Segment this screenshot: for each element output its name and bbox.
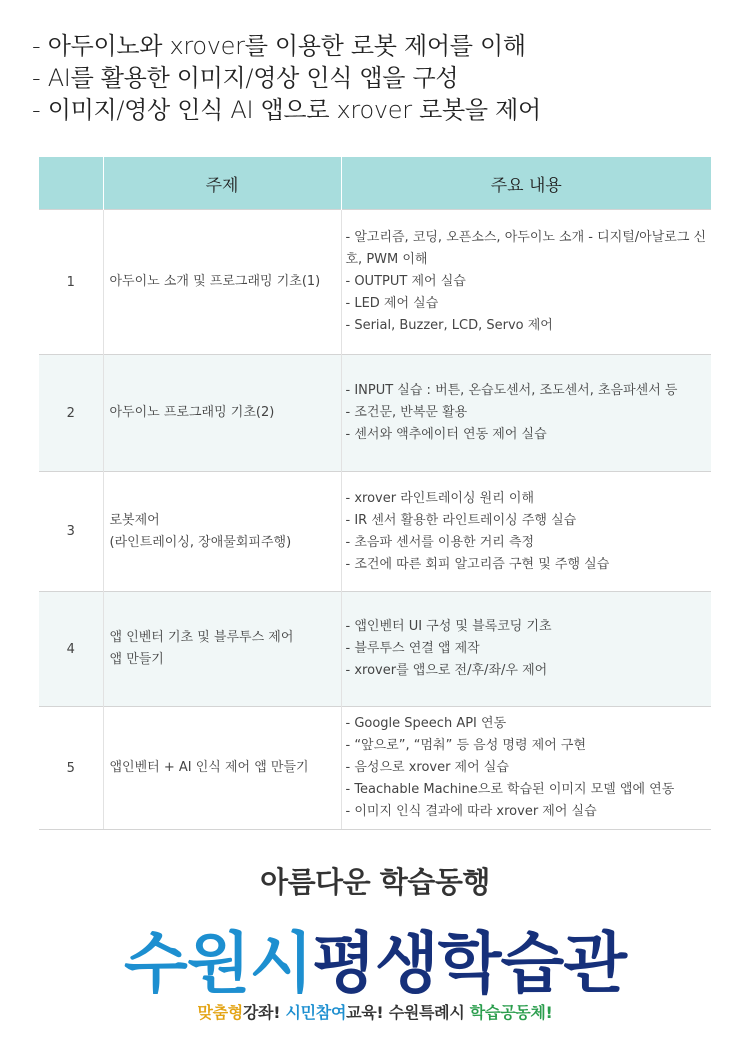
tagline	[0, 1000, 750, 1023]
course-goals	[32, 30, 541, 126]
topic-line: (라인트레이싱, 장애물회피주행)	[109, 534, 292, 550]
slogan: 아름다운 학습동행	[260, 865, 490, 899]
row-topic	[103, 472, 341, 592]
content-line: - IR 센서 활용한 라인트레이싱 주행 실습	[345, 512, 577, 528]
content-line: - 음성으로 xrover 제어 실습	[345, 760, 509, 775]
row-content	[341, 707, 711, 830]
header-content: 주요 내용	[341, 157, 711, 210]
table-row	[39, 592, 711, 707]
table-row	[39, 355, 711, 472]
content-line: - Teachable Machine으로 학습된 이미지 모델 앱에 연동	[345, 782, 675, 797]
row-topic	[103, 707, 341, 830]
topic-line: 아두이노 프로그래밍 기초(2)	[109, 405, 275, 420]
header-topic: 주제	[103, 157, 341, 210]
topic-line: 아두이노 소개 및 프로그래밍 기초(1)	[109, 274, 321, 289]
row-number: 5	[39, 707, 103, 830]
table-row	[39, 707, 711, 830]
row-number: 1	[39, 210, 103, 355]
content-line: - xrover를 앱으로 전/후/좌/우 제어	[345, 663, 548, 678]
topic-line: 앱인벤터 + AI 인식 제어 앱 만들기	[109, 760, 309, 775]
content-line: - 초음파 센서를 이용한 거리 측정	[345, 534, 535, 550]
row-content	[341, 472, 711, 592]
topic-line: 로봇제어	[109, 512, 160, 528]
goal-line-3: - 이미지/영상 인식 AI 앱으로 xrover 로봇을 제어	[32, 96, 541, 124]
row-topic	[103, 210, 341, 355]
tagline-part: 시민참여	[285, 1003, 347, 1022]
content-line: - 센서와 액추에이터 연동 제어 실습	[345, 427, 547, 442]
row-content	[341, 210, 711, 355]
table-row	[39, 210, 711, 355]
tagline-part: 교육! 수원특례시	[346, 1003, 470, 1022]
content-line: - 이미지 인식 결과에 따라 xrover 제어 실습	[345, 804, 597, 819]
content-line: - 블루투스 연결 앱 제작	[345, 641, 480, 656]
goal-line-2: - AI를 활용한 이미지/영상 인식 앱을 구성	[32, 64, 459, 92]
content-line: - LED 제어 실습	[345, 296, 439, 311]
table-header-row	[39, 157, 711, 210]
row-number: 3	[39, 472, 103, 592]
row-content	[341, 592, 711, 707]
content-line: - 알고리즘, 코딩, 오픈소스, 아두이노 소개 - 디지털/아날로그 신호, PWM 이해	[345, 230, 707, 267]
row-topic	[103, 355, 341, 472]
topic-line: 앱 만들기	[109, 652, 164, 667]
row-number: 2	[39, 355, 103, 472]
row-number: 4	[39, 592, 103, 707]
content-line: - “앞으로”, “멈춰” 등 음성 명령 제어 구현	[345, 738, 587, 753]
goal-line-1: - 아두이노와 xrover를 이용한 로봇 제어를 이해	[32, 32, 526, 60]
tagline-part: 맞춤형	[197, 1003, 243, 1022]
header-number	[39, 157, 103, 210]
row-topic	[103, 592, 341, 707]
brand-institution: 평생학습관	[312, 925, 627, 1002]
content-line: - xrover 라인트레이싱 원리 이해	[345, 490, 535, 506]
tagline-part: 학습공동체!	[469, 1003, 553, 1022]
topic-line: 앱 인벤터 기초 및 블루투스 제어	[109, 630, 294, 645]
curriculum-table	[39, 157, 711, 830]
row-content	[341, 355, 711, 472]
content-line: - 조건에 따른 회피 알고리즘 구현 및 주행 실습	[345, 556, 610, 572]
content-line: - 조건문, 반복문 활용	[345, 405, 468, 420]
content-line: - Serial, Buzzer, LCD, Servo 제어	[345, 318, 553, 333]
content-line: - OUTPUT 제어 실습	[345, 274, 466, 289]
content-line: - INPUT 실습 : 버튼, 온습도센서, 조도센서, 초음파센서 등	[345, 383, 678, 398]
content-line: - 앱인벤터 UI 구성 및 블록코딩 기초	[345, 619, 552, 634]
table-row	[39, 472, 711, 592]
tagline-part: 강좌!	[242, 1003, 286, 1022]
brand-city: 수원시	[123, 925, 313, 1002]
content-line: - Google Speech API 연동	[345, 716, 507, 731]
brand-logo-text	[0, 910, 750, 1005]
